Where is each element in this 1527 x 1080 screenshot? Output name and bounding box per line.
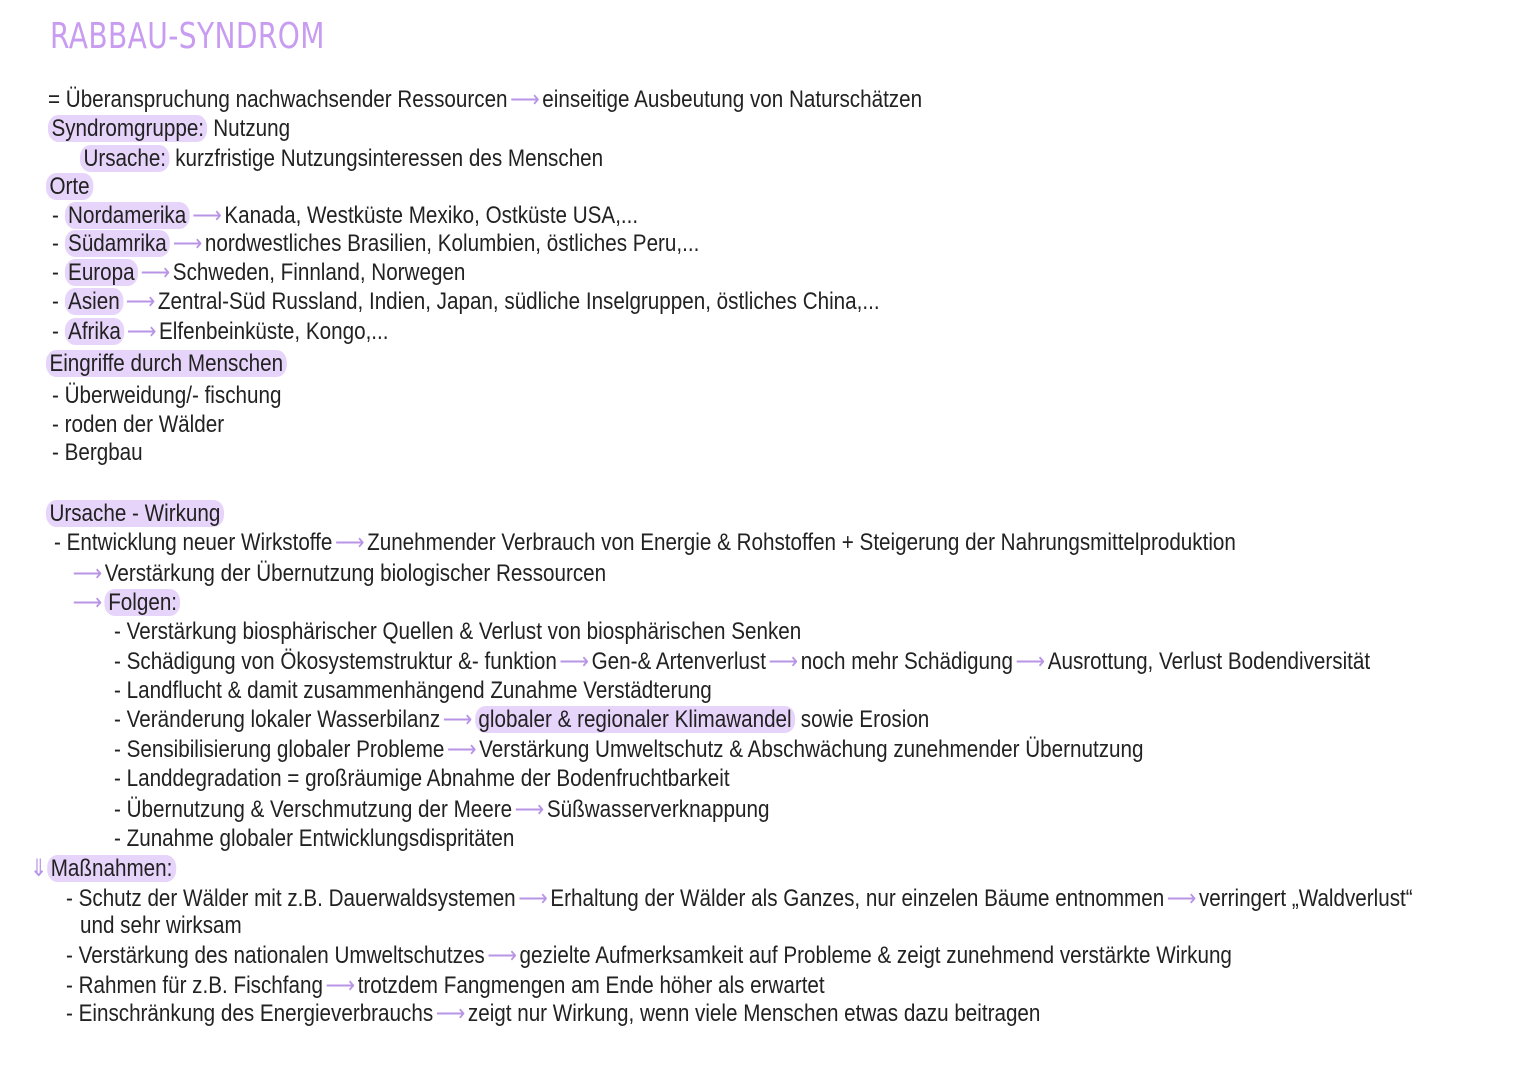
orte-places: Elfenbeinküste, Kongo,... <box>159 318 389 345</box>
folgen-text: Gen-& Artenverlust <box>591 648 766 675</box>
eingriffe-item: - Bergbau <box>52 439 143 466</box>
orte-heading-line <box>46 173 93 201</box>
list-dash: - <box>52 202 65 229</box>
orte-item <box>52 230 699 258</box>
ursache-wirkung-text: Zunehmender Verbrauch von Energie & Rohstoffen + Steigerung der Nahrungsmittelproduktion <box>367 529 1236 556</box>
folgen-text: - Schädigung von Ökosystemstruktur &- funktion <box>114 648 557 675</box>
eingriffe-item: - Überweidung/- fischung <box>52 382 282 409</box>
folgen-text: Süßwasserverknappung <box>546 796 770 823</box>
list-dash: - <box>52 259 65 286</box>
arrow-icon: ⟶ <box>514 796 545 823</box>
arrow-icon: ⟶ <box>768 648 799 675</box>
ursache-wirkung-line <box>70 560 606 588</box>
orte-item <box>52 202 638 230</box>
arrow-icon: ⟶ <box>1166 885 1197 912</box>
massnahmen-item <box>66 1000 1040 1028</box>
massnahmen-text: Erhaltung der Wälder als Ganzes, nur einzelen Bäume entnommen <box>550 885 1165 912</box>
folgen-item <box>114 736 1143 764</box>
orte-places: Zentral-Süd Russland, Indien, Japan, südliche Inselgruppen, östliches China,... <box>157 288 880 315</box>
ursache-wirkung-line <box>54 529 1236 557</box>
arrow-icon: ⟶ <box>487 942 517 969</box>
definition-text: = Überanspruchung nachwachsender Ressourcen <box>48 86 508 113</box>
folgen-text: noch mehr Schädigung <box>800 648 1013 675</box>
ursache-wirkung-heading-line <box>46 500 224 528</box>
ursache-label: Ursache: <box>80 145 169 172</box>
ursache-wirkung-text: Verstärkung der Übernutzung biologischer Ressourcen <box>104 560 607 587</box>
eingriffe-heading: Eingriffe durch Menschen <box>46 350 287 377</box>
massnahmen-heading: Maßnahmen: <box>47 855 175 882</box>
eingriffe-item: - roden der Wälder <box>52 411 225 438</box>
orte-places: Kanada, Westküste Mexiko, Ostküste USA,... <box>224 202 639 229</box>
massnahmen-text: trotzdem Fangmengen am Ende höher als erwartet <box>357 972 825 999</box>
arrow-icon: ⟶ <box>126 318 157 345</box>
syndromgruppe-label: Syndromgruppe: <box>48 115 207 142</box>
arrow-icon: ⟶ <box>172 230 203 257</box>
massnahmen-item <box>66 885 1413 913</box>
orte-item <box>52 318 389 346</box>
arrow-icon: ⟶ <box>446 736 477 763</box>
orte-heading: Orte <box>46 173 93 200</box>
arrow-icon: ⟶ <box>518 885 548 912</box>
folgen-text: Ausrottung, Verlust Bodendiversität <box>1047 648 1371 675</box>
orte-item <box>52 259 465 287</box>
double-down-arrow-icon: ⇓ <box>30 855 48 882</box>
ursache-wirkung-text: - Entwicklung neuer Wirkstoffe <box>54 529 333 556</box>
massnahmen-item <box>66 972 825 1000</box>
arrow-icon: ⟶ <box>435 1000 466 1027</box>
ursache-value: kurzfristige Nutzungsinteressen des Menschen <box>169 145 604 172</box>
folgen-item: - Landdegradation = großräumige Abnahme der Bodenfruchtbarkeit <box>114 765 730 792</box>
folgen-item <box>114 648 1370 676</box>
orte-item <box>52 288 880 316</box>
massnahmen-heading-line <box>30 855 176 883</box>
orte-region: Afrika <box>65 318 125 345</box>
massnahmen-text: - Verstärkung des nationalen Umweltschutzes <box>66 942 485 969</box>
definition-line <box>48 86 922 114</box>
eingriffe-heading-line <box>46 350 287 378</box>
folgen-item: - Zunahme globaler Entwicklungsdispritäten <box>114 825 515 852</box>
definition-result: einseitige Ausbeutung von Naturschätzen <box>542 86 923 113</box>
massnahmen-text: verringert „Waldverlust“ <box>1198 885 1413 912</box>
ursache-line <box>80 145 603 173</box>
folgen-text: - Sensibilisierung globaler Probleme <box>114 736 445 763</box>
orte-region: Nordamerika <box>65 202 190 229</box>
folgen-item: - Verstärkung biosphärischer Quellen & Verlust von biosphärischen Senken <box>114 618 802 645</box>
folgen-item <box>114 706 929 734</box>
syndromgruppe-line <box>48 115 290 143</box>
orte-region: Asien <box>65 288 124 315</box>
arrow-icon: ⟶ <box>325 972 356 999</box>
list-dash: - <box>52 288 65 315</box>
folgen-text: Verstärkung Umweltschutz & Abschwächung zunehmender Übernutzung <box>479 736 1144 763</box>
folgen-highlight: globaler & regionaler Klimawandel <box>475 706 795 733</box>
list-dash: - <box>52 230 65 257</box>
arrow-icon: ⟶ <box>72 589 103 616</box>
massnahmen-item <box>66 942 1232 970</box>
massnahmen-text: - Einschränkung des Energieverbrauchs <box>66 1000 434 1027</box>
massnahmen-text: - Schutz der Wälder mit z.B. Dauerwaldsystemen <box>66 885 516 912</box>
list-dash: - <box>52 318 65 345</box>
arrow-icon: ⟶ <box>442 706 473 733</box>
massnahmen-text: gezielte Aufmerksamkeit auf Probleme & zeigt zunehmend verstärkte Wirkung <box>519 942 1232 969</box>
arrow-icon: ⟶ <box>334 529 365 556</box>
syndromgruppe-value: Nutzung <box>207 115 291 142</box>
arrow-icon: ⟶ <box>72 560 103 587</box>
orte-region: Europa <box>65 259 138 286</box>
folgen-label: Folgen: <box>105 589 181 616</box>
folgen-text: - Übernutzung & Verschmutzung der Meere <box>114 796 513 823</box>
arrow-icon: ⟶ <box>192 202 222 229</box>
orte-region: Südamrika <box>65 230 171 257</box>
arrow-icon: ⟶ <box>125 288 156 315</box>
orte-places: nordwestliches Brasilien, Kolumbien, östliches Peru,... <box>204 230 700 257</box>
arrow-icon: ⟶ <box>510 86 540 113</box>
folgen-label-line <box>70 589 180 617</box>
folgen-text: - Veränderung lokaler Wasserbilanz <box>114 706 441 733</box>
arrow-icon: ⟶ <box>1015 648 1046 675</box>
page-title: RABBAU-SYNDROM <box>50 16 325 57</box>
folgen-text: sowie Erosion <box>795 706 930 733</box>
arrow-icon: ⟶ <box>559 648 589 675</box>
massnahmen-item-continued: und sehr wirksam <box>80 912 242 939</box>
massnahmen-text: zeigt nur Wirkung, wenn viele Menschen etwas dazu beitragen <box>467 1000 1041 1027</box>
orte-places: Schweden, Finnland, Norwegen <box>172 259 466 286</box>
folgen-item: - Landflucht & damit zusammenhängend Zunahme Verstädterung <box>114 677 712 704</box>
folgen-item <box>114 796 769 824</box>
arrow-icon: ⟶ <box>140 259 171 286</box>
massnahmen-text: - Rahmen für z.B. Fischfang <box>66 972 323 999</box>
ursache-wirkung-heading: Ursache - Wirkung <box>46 500 224 527</box>
